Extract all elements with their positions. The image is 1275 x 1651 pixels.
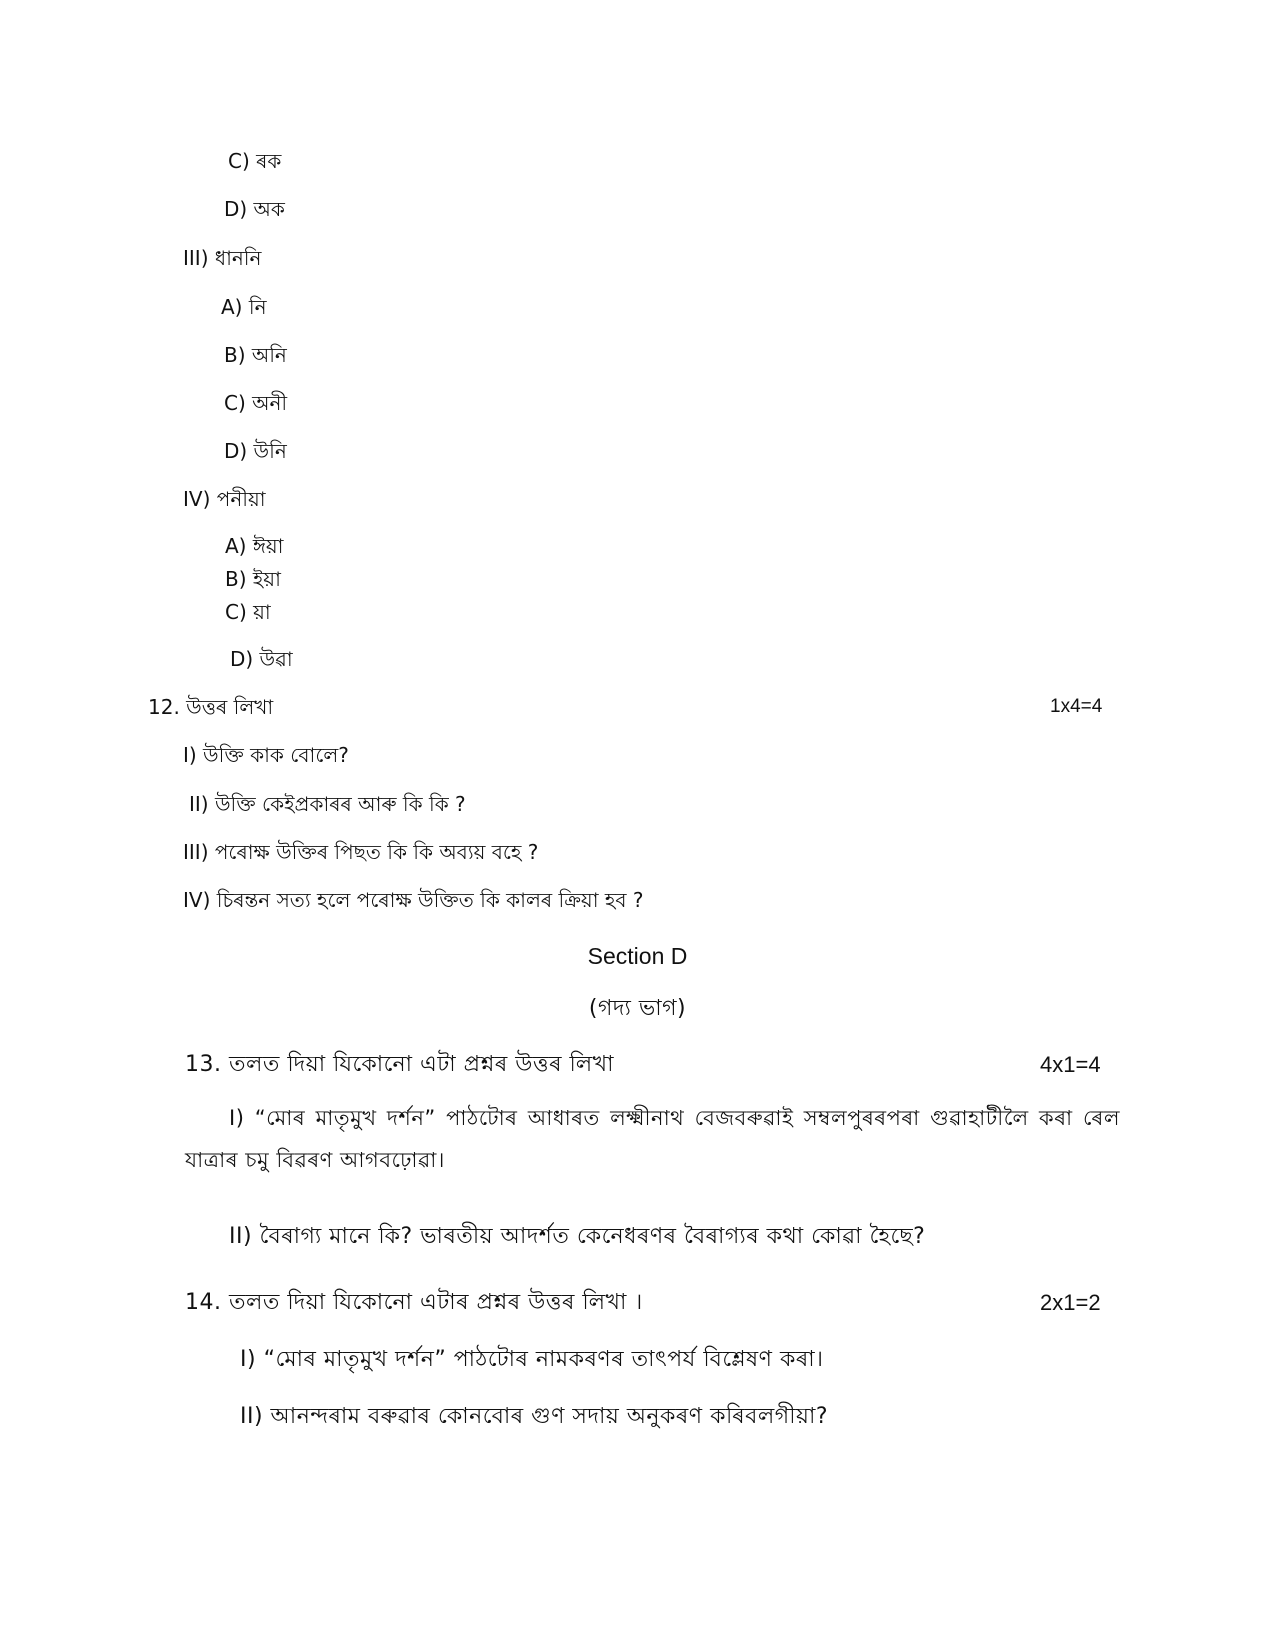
q11-iii-word: III) ধাননি (183, 246, 262, 270)
q11-iii-option-d: D) উনি (224, 439, 287, 463)
q13-marks: 4x1=4 (1040, 1052, 1101, 1077)
q12-marks: 1x4=4 (1050, 696, 1103, 717)
section-title: Section D (587, 943, 688, 969)
section-subtitle: (গদ্য ভাগ) (588, 996, 687, 1021)
q13-title: 13. তলত দিয়া যিকোনো এটা প্ৰশ্নৰ উত্তৰ লিখা (185, 1052, 614, 1077)
q12-title: 12. উত্তৰ লিখা (148, 695, 274, 719)
q14-title: 14. তলত দিয়া যিকোনো এটাৰ প্ৰশ্নৰ উত্তৰ লিখা । (185, 1290, 643, 1315)
q11-iv-option-d: D) উৱা (230, 647, 293, 671)
q11-ii-option-d: D) অক (224, 197, 285, 221)
q11-iv-option-b: B) ইয়া (225, 567, 281, 591)
q11-iii-option-c: C) অনী (224, 391, 288, 415)
q11-iii-option-a: A) নি (221, 295, 267, 319)
q14-item-2: II) আনন্দৰাম বৰুৱাৰ কোনবোৰ গুণ সদায় অনুকৰণ কৰিবলগীয়া? (240, 1404, 829, 1429)
q14-item-1: I) “মোৰ মাতৃমুখ দৰ্শন” পাঠটোৰ নামকৰণৰ তাৎপৰ্য বিশ্লেষণ কৰা। (240, 1347, 824, 1372)
q12-item-2: II) উক্তি কেইপ্ৰকাৰৰ আৰু কি কি ? (189, 792, 466, 816)
q11-iv-word: IV) পনীয়া (183, 487, 266, 511)
q11-iv-option-c: C) য়া (225, 600, 271, 624)
q13-item-2: II) বৈৰাগ্য মানে কি? ভাৰতীয় আদৰ্শত কেনেধৰণৰ বৈৰাগ্যৰ কথা কোৱা হৈছে? (229, 1224, 926, 1249)
q12-item-4: IV) চিৰন্তন সত্য হলে পৰোক্ষ উক্তিত কি কালৰ ক্ৰিয়া হব ? (183, 888, 644, 912)
q11-ii-option-c: C) ৰক (228, 149, 282, 173)
q11-iii-option-b: B) অনি (224, 343, 287, 367)
q13-item-1: I) “মোৰ মাতৃমুখ দৰ্শন” পাঠটোৰ আধাৰত লক্ষ্মীনাথ বেজবৰুৱাই সম্বলপুৰৰপৰা গুৱাহাটীলৈ কৰা ৰেল যাত্ৰাৰ চমু বিৱৰণ আগবঢ়োৱা। (185, 1106, 1120, 1172)
q14-marks: 2x1=2 (1040, 1290, 1101, 1315)
q11-iv-option-a: A) ঈয়া (225, 534, 284, 558)
q12-item-1: I) উক্তি কাক বোলে? (183, 743, 349, 767)
q12-item-3: III) পৰোক্ষ উক্তিৰ পিছত কি কি অব্যয় বহে ? (183, 840, 539, 864)
